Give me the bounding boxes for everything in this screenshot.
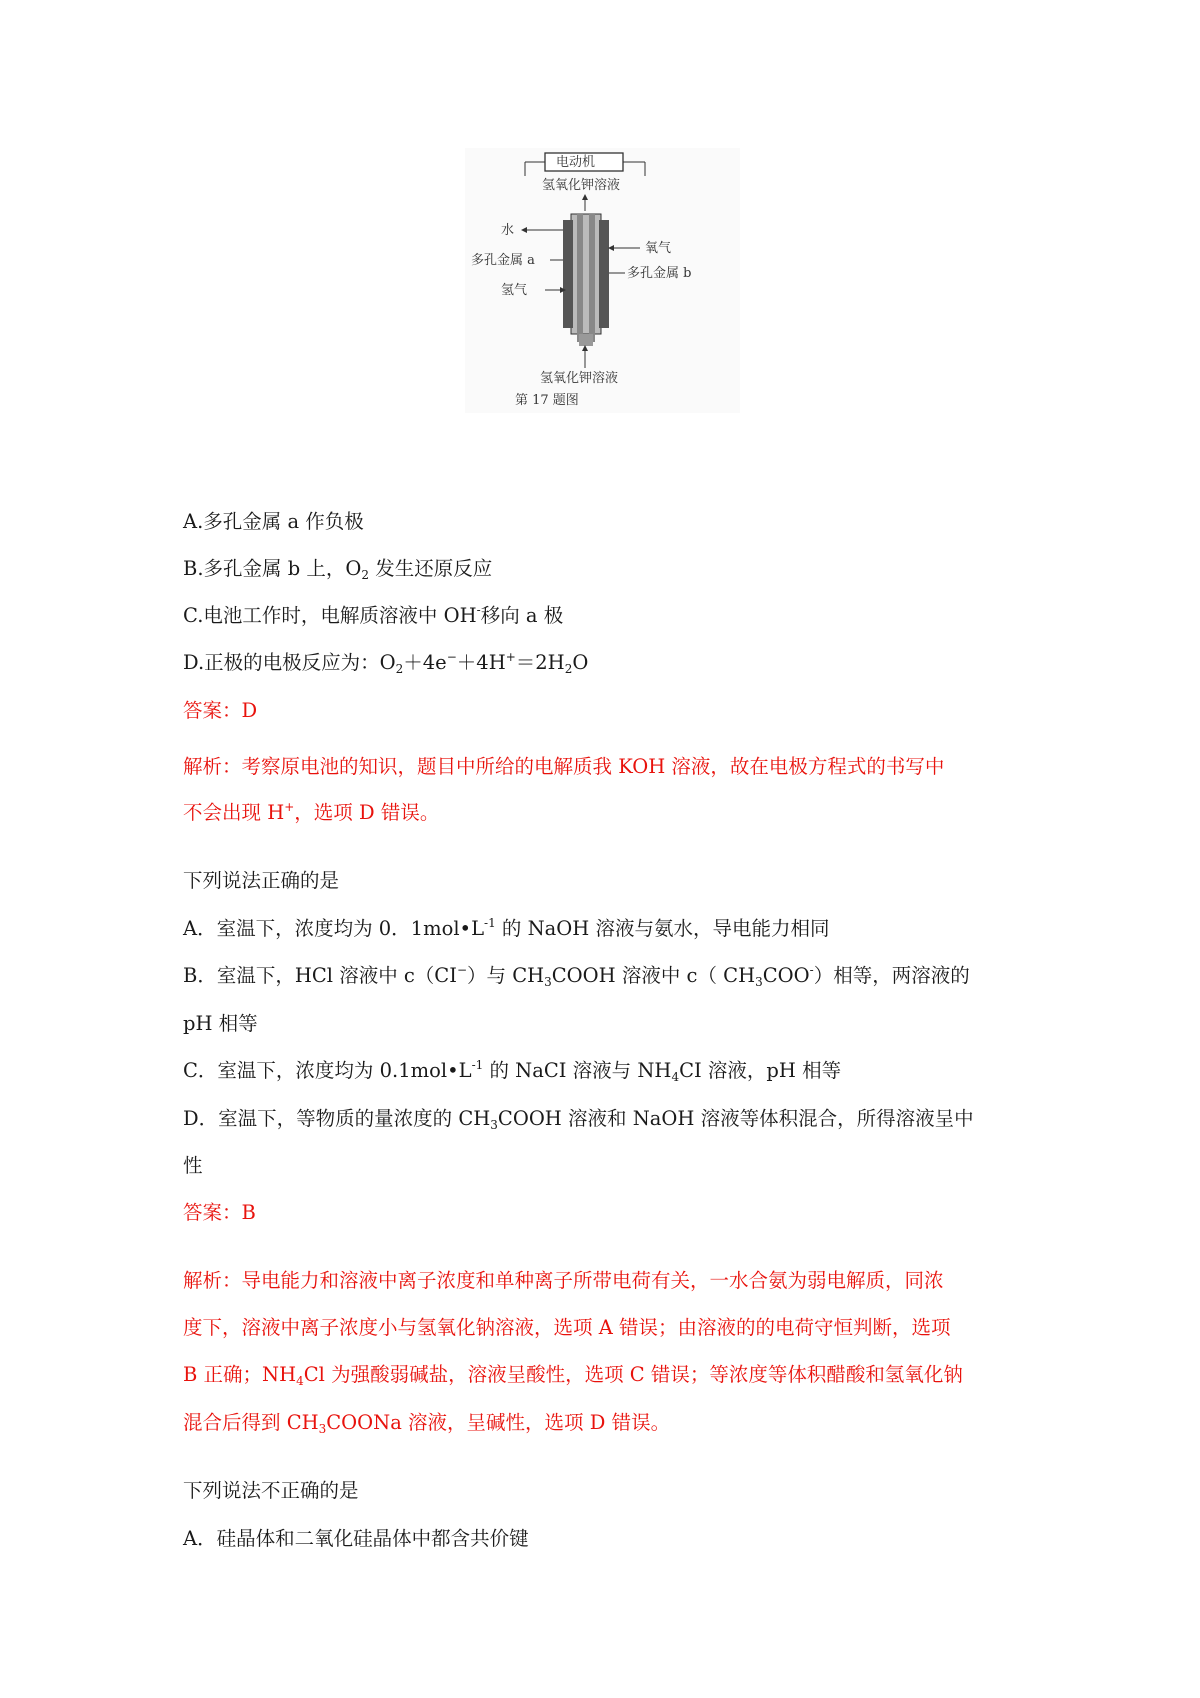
q2-answer: 答案：B	[183, 1201, 256, 1224]
q3-option-a: A．硅晶体和二氧化硅晶体中都含共价键	[183, 1527, 529, 1550]
koh-top-label: 氢氧化钾溶液	[542, 178, 621, 193]
q1-option-b: B.多孔金属 b 上，$O_2$ 发生还原反应	[183, 557, 493, 582]
fuel-cell-figure	[465, 148, 740, 413]
q1-option-d: D.正极的电极反应为：$O_2+4e^-+4H^+=2H_2O$	[183, 650, 589, 676]
q3-stem: 下列说法不正确的是	[183, 1479, 359, 1502]
figure-caption: 第 17 题图	[515, 393, 579, 408]
q1-answer: 答案：D	[183, 699, 258, 722]
q2-option-a: A．室温下，浓度均为 0．$1mol•L^{-1}$ 的 NaOH 溶液与氨水，导电能力相同	[183, 916, 830, 940]
q1-analysis-line2: 不会出现 H+，选项 D 错误。	[183, 800, 440, 824]
q1-option-a: A.多孔金属 a 作负极	[183, 510, 364, 533]
q2-option-b-line2: pH 相等	[183, 1012, 258, 1035]
koh-bottom-label: 氢氧化钾溶液	[540, 371, 619, 386]
q2-analysis-line4: 混合后得到 $CH_3COONa$ 溶液，呈碱性，选项 D 错误。	[183, 1411, 671, 1436]
water-label: 水	[501, 223, 515, 238]
q2-stem: 下列说法正确的是	[183, 869, 340, 892]
q2-analysis-line1: 解析：导电能力和溶液中离子浓度和单种离子所带电荷有关，一水合氨为弱电解质，同浓	[183, 1269, 944, 1292]
q2-option-c: C．室温下，浓度均为 $0.1mol•L^{-1}$ 的 NaCI 溶液与 $NH_4CI$ 溶液，pH 相等	[183, 1058, 842, 1084]
hydrogen-label: 氢气	[501, 283, 528, 298]
q1-analysis-line1: 解析：考察原电池的知识，题目中所给的电解质我 KOH 溶液，故在电极方程式的书写中	[183, 755, 945, 778]
q2-analysis-line2: 度下，溶液中离子浓度小与氢氧化钠溶液，选项 A 错误；由溶液的的电荷守恒判断，选项	[183, 1316, 951, 1339]
q2-option-b-line1: B．室温下，HCl 溶液中 c（CI−）与 $CH_3COOH$ 溶液中 c（ $CH_3COO^-$）相等，两溶液的	[183, 963, 970, 989]
q2-analysis-line3: B 正确；$NH_4Cl$ 为强酸弱碱盐，溶液呈酸性，选项 C 错误；等浓度等体积醋酸和氢氧化钠	[183, 1363, 963, 1388]
q2-option-d-line2: 性	[183, 1154, 203, 1177]
motor-label: 电动机	[556, 155, 596, 170]
metal-a-label: 多孔金属 a	[471, 253, 535, 268]
q1-option-c: C.电池工作时，电解质溶液中 OH-移向 a 极	[183, 603, 564, 627]
q2-option-d-line1: D．室温下，等物质的量浓度的 $CH_3COOH$ 溶液和 NaOH 溶液等体积混合，所得溶液呈中	[183, 1107, 974, 1132]
oxygen-label: 氧气	[645, 241, 672, 256]
metal-b-label: 多孔金属 b	[627, 266, 692, 281]
